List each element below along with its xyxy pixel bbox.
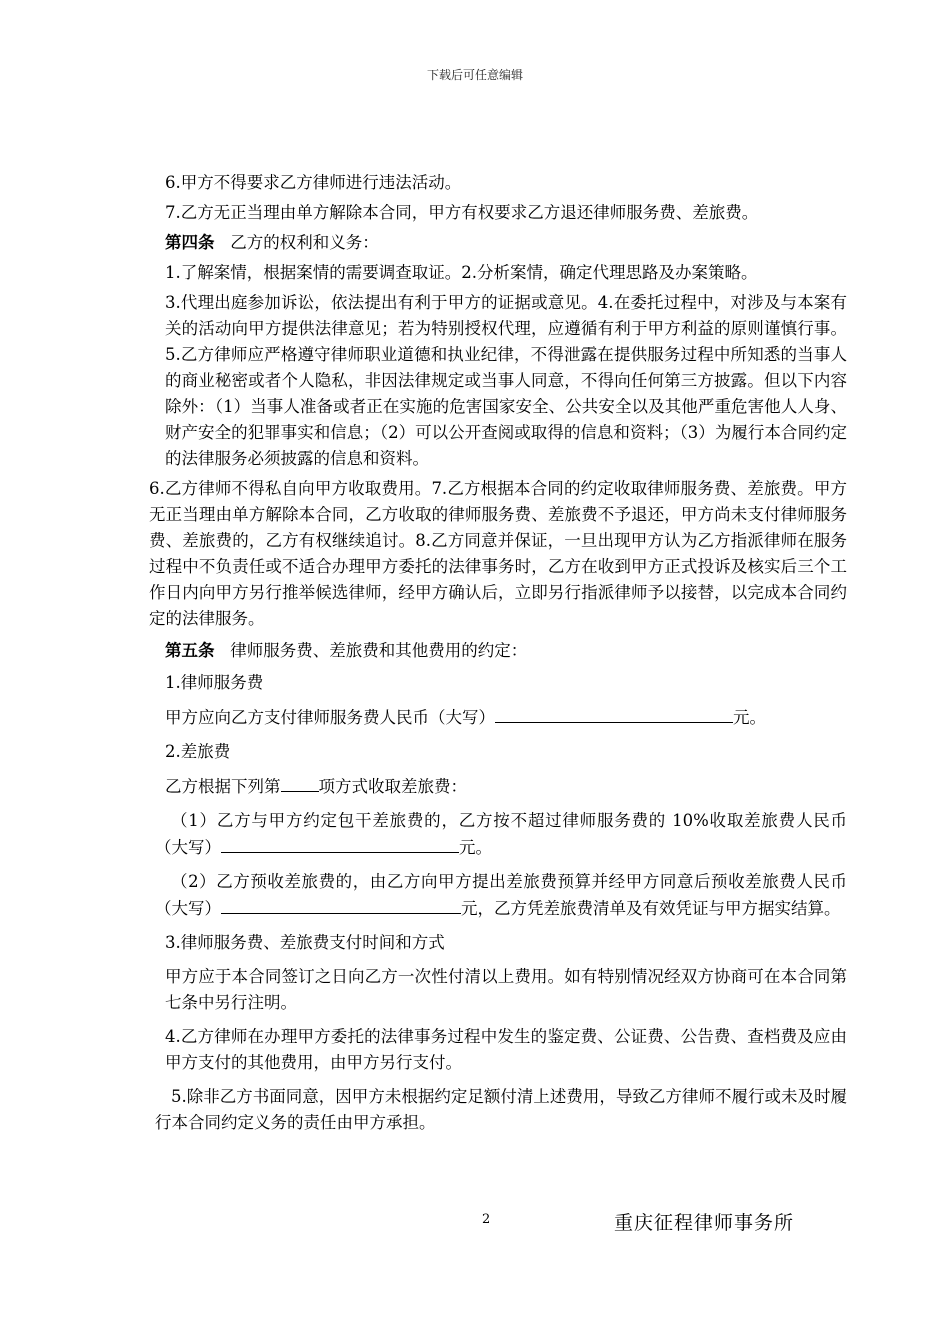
article-4-items-6-8: 6.乙方律师不得私自向甲方收取费用。7.乙方根据本合同的约定收取律师服务费、差旅费。甲方无正当理由单方解除本合同，乙方收取的律师服务费、差旅费不予退还，甲方尚未支付律师服务费、差旅费的，乙方有权继续追讨。8.乙方同意并保证，一旦出现甲方认为乙方指派律师在服务过程中不负责任或不适合办理甲方委托的法律事务时，乙方在收到甲方正式投诉及核实后三个工作日内向甲方另行推举候选律师，经甲方确认后，立即另行指派律师予以接替，以完成本合同约定的法律服务。	[149, 479, 847, 628]
article-4-items-3-5: 3.代理出庭参加诉讼，依法提出有利于甲方的证据或意见。4.在委托过程中，对涉及与本案有关的活动向甲方提供法律意见；若为特别授权代理，应遵循有利于甲方利益的原则谨慎行事。5.乙方律师应严格遵守律师职业道德和执业纪律，不得泄露在提供服务过程中所知悉的当事人的商业秘密或者个人隐私，非因法律规定或当事人同意，不得向任何第三方披露。但以下内容除外：（1）当事人准备或者正在实施的危害国家安全、公共安全以及其他严重危害他人人身、财产安全的犯罪事实和信息；（2）可以公开查阅或取得的信息和资料；（3）为履行本合同约定的法律服务必须披露的信息和资料。	[165, 293, 847, 468]
article-4-heading	[165, 230, 847, 256]
travel-option-blank	[281, 773, 319, 792]
law-firm-name: 重庆征程律师事务所	[614, 1212, 795, 1234]
fee-item-5: 5.除非乙方书面同意，因甲方未根据约定足额付清上述费用，导致乙方律师不履行或未及时履行本合同约定义务的责任由甲方承担。	[155, 1087, 847, 1132]
travel-option-2	[155, 869, 847, 922]
article-5-title: 第五条	[165, 641, 215, 660]
fee-item-3: 3.律师服务费、差旅费支付时间和方式	[165, 933, 445, 952]
article-4-title: 第四条	[165, 233, 215, 252]
page-number: 2	[482, 1212, 491, 1227]
clause-7: 7.乙方无正当理由单方解除本合同，甲方有权要求乙方退还律师服务费、差旅费。	[165, 203, 759, 222]
article-5-heading	[165, 638, 847, 664]
article-4-text: 乙方的权利和义务：	[230, 233, 379, 252]
travel-option-suffix: 项方式收取差旅费：	[318, 777, 467, 796]
travel-option-2-suffix: 元，乙方凭差旅费清单及有效凭证与甲方据实结算。	[461, 899, 841, 918]
travel-option-2-blank	[221, 895, 461, 914]
travel-option-text: 乙方根据下列第	[165, 777, 281, 796]
service-fee-unit: 元。	[733, 708, 766, 727]
contract-body	[149, 170, 847, 1140]
fee-item-1: 1.律师服务费	[165, 673, 264, 692]
service-fee-text: 甲方应向乙方支付律师服务费人民币（大写）	[165, 708, 495, 727]
travel-option-1-text: （1）乙方与甲方约定包干差旅费的，乙方按不超过律师服务费的 10%收取差旅费人民币（大写）	[155, 811, 847, 857]
travel-option-line	[165, 773, 847, 800]
article-4-items-1-2: 1.了解案情，根据案情的需要调查取证。2.分析案情，确定代理思路及办案策略。	[165, 263, 758, 282]
travel-option-1-unit: 元。	[459, 838, 492, 857]
payment-terms: 甲方应于本合同签订之日向乙方一次性付清以上费用。如有特别情况经双方协商可在本合同第七条中另行注明。	[165, 967, 847, 1012]
service-fee-line	[165, 704, 847, 731]
clause-6: 6.甲方不得要求乙方律师进行违法活动。	[165, 173, 462, 192]
travel-option-1-blank	[221, 834, 459, 853]
fee-item-4: 4.乙方律师在办理甲方委托的法律事务过程中发生的鉴定费、公证费、公告费、查档费及应由甲方支付的其他费用，由甲方另行支付。	[165, 1027, 847, 1072]
service-fee-blank	[495, 704, 733, 723]
article-5-text: 律师服务费、差旅费和其他费用的约定：	[230, 641, 528, 660]
page-header: 下载后可任意编辑	[426, 68, 523, 82]
travel-option-2-text: （2）乙方预收差旅费的，由乙方向甲方提出差旅费预算并经甲方同意后预收差旅费人民币（大写）	[155, 872, 847, 918]
travel-option-1	[155, 808, 847, 861]
fee-item-2: 2.差旅费	[165, 742, 231, 761]
